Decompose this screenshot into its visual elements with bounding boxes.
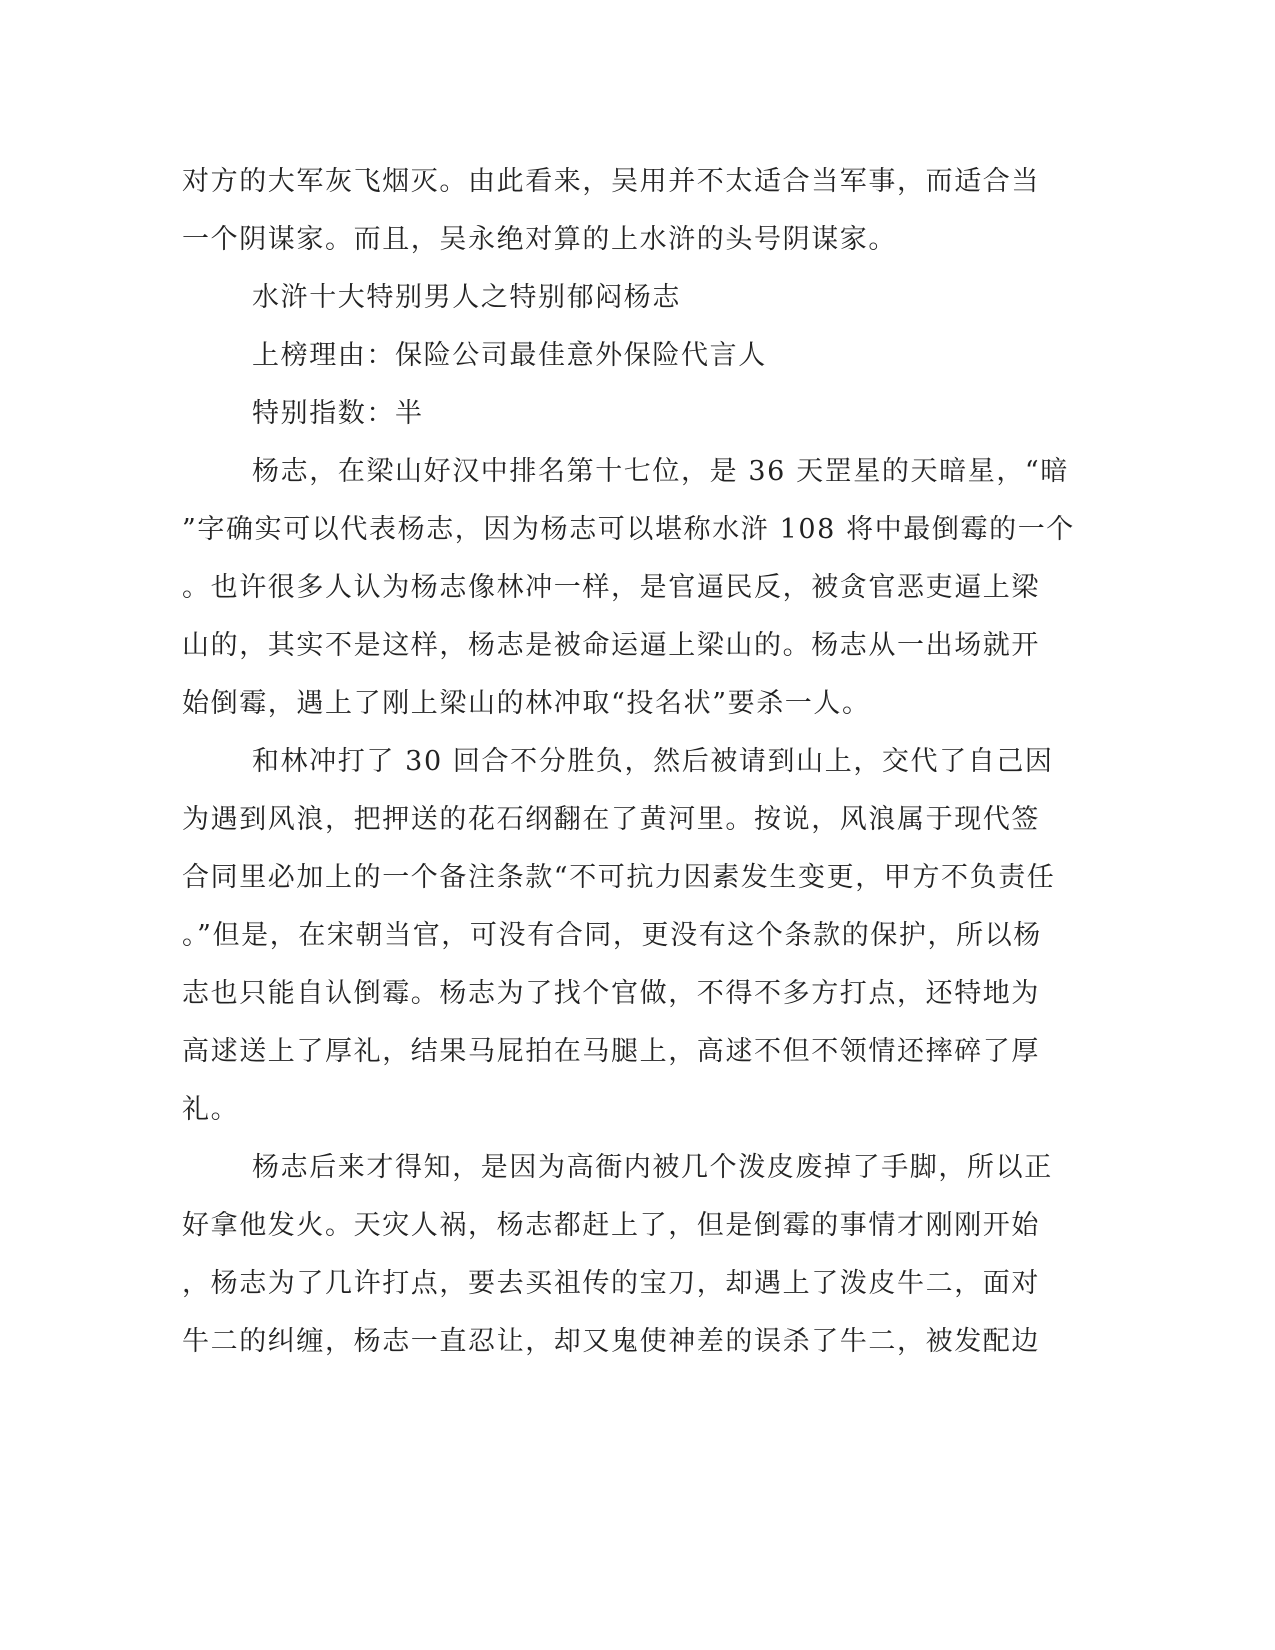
text-line: 牛二的纠缠，杨志一直忍让，却又鬼使神差的误杀了牛二，被发配边 <box>182 1326 1040 1357</box>
text-line: 对方的大军灰飞烟灭。由此看来，吴用并不太适合当军事，而适合当 <box>182 166 1040 197</box>
text-line: 山的，其实不是这样，杨志是被命运逼上梁山的。杨志从一出场就开 <box>182 630 1040 661</box>
ranking-reason: 上榜理由：保险公司最佳意外保险代言人 <box>252 340 767 371</box>
body-text <box>182 157 1075 1375</box>
text-line: ，杨志为了几许打点，要去买祖传的宝刀，却遇上了泼皮牛二，面对 <box>182 1268 1040 1299</box>
special-index: 特别指数：半 <box>252 398 424 429</box>
paragraph-start: 和林冲打了 30 回合不分胜负，然后被请到山上，交代了自己因 <box>252 746 1054 777</box>
text-line: ”字确实可以代表杨志，因为杨志可以堪称水浒 108 将中最倒霉的一个 <box>182 514 1075 545</box>
text-line: 好拿他发火。天灾人祸，杨志都赶上了，但是倒霉的事情才刚刚开始 <box>182 1210 1040 1241</box>
text-line: 合同里必加上的一个备注条款“不可抗力因素发生变更，甲方不负责任 <box>182 862 1056 893</box>
text-line: 。”但是，在宋朝当官，可没有合同，更没有这个条款的保护，所以杨 <box>182 920 1042 951</box>
text-line: 礼。 <box>182 1094 240 1125</box>
section-title: 水浒十大特别男人之特别郁闷杨志 <box>252 282 681 313</box>
text-line: 。也许很多人认为杨志像林冲一样，是官逼民反，被贪官恶吏逼上梁 <box>182 572 1040 603</box>
paragraph-start: 杨志，在梁山好汉中排名第十七位，是 36 天罡星的天暗星，“暗 <box>252 456 1069 487</box>
text-line: 为遇到风浪，把押送的花石纲翻在了黄河里。按说，风浪属于现代签 <box>182 804 1040 835</box>
text-line: 高逑送上了厚礼，结果马屁拍在马腿上，高逑不但不领情还摔碎了厚 <box>182 1036 1040 1067</box>
paragraph-start: 杨志后来才得知，是因为高衙内被几个泼皮废掉了手脚，所以正 <box>252 1152 1053 1183</box>
text-line: 一个阴谋家。而且，吴永绝对算的上水浒的头号阴谋家。 <box>182 224 897 255</box>
text-line: 始倒霉，遇上了刚上梁山的林冲取“投名状”要杀一人。 <box>182 688 871 719</box>
text-line: 志也只能自认倒霉。杨志为了找个官做，不得不多方打点，还特地为 <box>182 978 1040 1009</box>
